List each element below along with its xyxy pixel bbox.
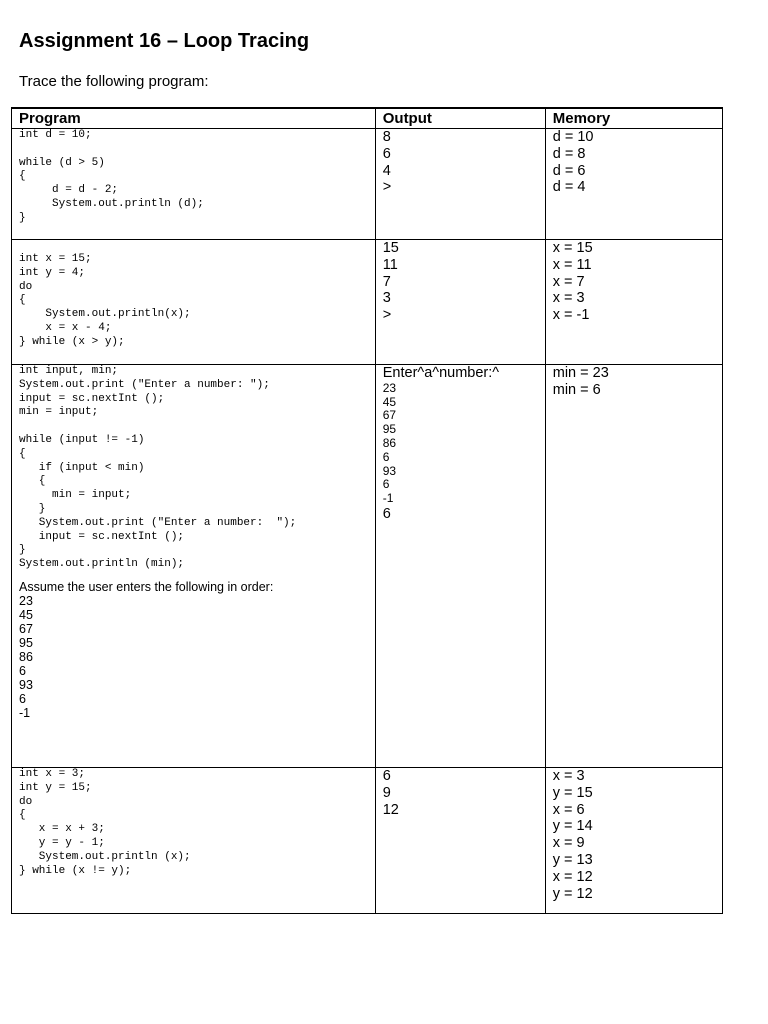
output-line: > xyxy=(382,307,392,324)
user-input: 93 xyxy=(19,677,33,692)
program-header: Program xyxy=(12,108,376,129)
output-cell xyxy=(375,365,545,768)
memory-cell xyxy=(545,240,722,365)
output-line: > xyxy=(382,179,392,196)
output-cell xyxy=(375,129,545,240)
memory-line: x = 9 xyxy=(552,835,585,852)
memory-cell xyxy=(545,768,722,914)
output-line: 6 xyxy=(382,477,390,492)
output-line: 11 xyxy=(382,256,398,273)
memory-line: d = 8 xyxy=(552,145,586,162)
output-header: Output xyxy=(375,108,545,129)
memory-cell xyxy=(545,129,722,240)
program-cell xyxy=(12,365,376,768)
memory-cell xyxy=(545,365,722,768)
output-line: 9 xyxy=(382,784,391,801)
memory-line: d = 6 xyxy=(552,162,586,179)
output-line: 93 xyxy=(382,463,397,478)
output-line: 7 xyxy=(382,273,391,290)
code-block: int input, min; System.out.print ("Enter a number: "); input = sc.nextInt (); min = input; while (input != -1) { if (input < min) { min = input; } System.out.print ("Enter a number: "); input = sc.nextInt (); } System.out.println (min); xyxy=(19,365,297,571)
user-input: 23 xyxy=(19,593,33,608)
user-input: -1 xyxy=(19,705,31,720)
output-line: 12 xyxy=(382,801,399,818)
user-input-list xyxy=(19,594,375,720)
table-row xyxy=(12,365,723,768)
output-line: 86 xyxy=(382,435,397,450)
program-cell xyxy=(12,129,376,240)
output-line: 95 xyxy=(382,422,397,437)
output-line: -1 xyxy=(382,491,394,506)
memory-line: d = 4 xyxy=(552,179,586,196)
user-input: 86 xyxy=(19,649,33,664)
memory-line: min = 23 xyxy=(552,365,609,381)
memory-line: x = 3 xyxy=(552,290,585,307)
memory-line: x = 15 xyxy=(552,240,593,256)
user-input: 67 xyxy=(19,621,33,636)
output-cell xyxy=(375,240,545,365)
memory-line: y = 15 xyxy=(552,784,593,801)
output-line: 67 xyxy=(382,408,397,423)
memory-line: min = 6 xyxy=(552,381,601,398)
code-block: int d = 10; while (d > 5) { d = d - 2; System.out.println (d); } xyxy=(19,129,204,224)
output-line: 3 xyxy=(382,290,391,307)
table-row xyxy=(12,129,723,240)
output-prompt: Enter^a^number:^ xyxy=(382,365,500,381)
output-line: 6 xyxy=(382,145,391,162)
output-line: 15 xyxy=(382,240,399,256)
program-cell xyxy=(12,240,376,365)
memory-line: x = 12 xyxy=(552,868,593,885)
user-input: 6 xyxy=(19,691,26,706)
output-line: 45 xyxy=(382,394,397,409)
user-input: 45 xyxy=(19,607,33,622)
output-line: 6 xyxy=(382,768,391,784)
memory-line: y = 13 xyxy=(552,851,593,868)
trace-table xyxy=(11,107,723,914)
page-title: Assignment 16 – Loop Tracing xyxy=(19,30,310,52)
code-block: int x = 3; int y = 15; do { x = x + 3; y = y - 1; System.out.println (x); } while (x != y); xyxy=(19,768,191,877)
output-final: 6 xyxy=(382,505,391,522)
output-line: 8 xyxy=(382,129,391,145)
program-cell xyxy=(12,768,376,914)
output-line: 23 xyxy=(382,380,397,395)
memory-line: x = 6 xyxy=(552,801,585,818)
memory-line: y = 12 xyxy=(552,885,593,902)
table-row xyxy=(12,240,723,365)
memory-line: y = 14 xyxy=(552,818,593,835)
memory-line: x = -1 xyxy=(552,307,590,324)
output-line: 6 xyxy=(382,449,390,464)
assumption-text: Assume the user enters the following in order: xyxy=(19,579,274,594)
memory-line: d = 10 xyxy=(552,129,594,145)
memory-line: x = 7 xyxy=(552,273,585,290)
user-input: 6 xyxy=(19,663,26,678)
code-block: int x = 15; int y = 4; do { System.out.println(x); x = x - 4; } while (x > y); xyxy=(19,253,191,348)
header-row xyxy=(12,108,723,129)
memory-line: x = 11 xyxy=(552,256,592,273)
output-line: 4 xyxy=(382,162,391,179)
table-row xyxy=(12,768,723,914)
user-input: 95 xyxy=(19,635,33,650)
memory-line: x = 3 xyxy=(552,768,585,784)
memory-header: Memory xyxy=(545,108,722,129)
instructions: Trace the following program: xyxy=(19,73,209,90)
output-cell xyxy=(375,768,545,914)
